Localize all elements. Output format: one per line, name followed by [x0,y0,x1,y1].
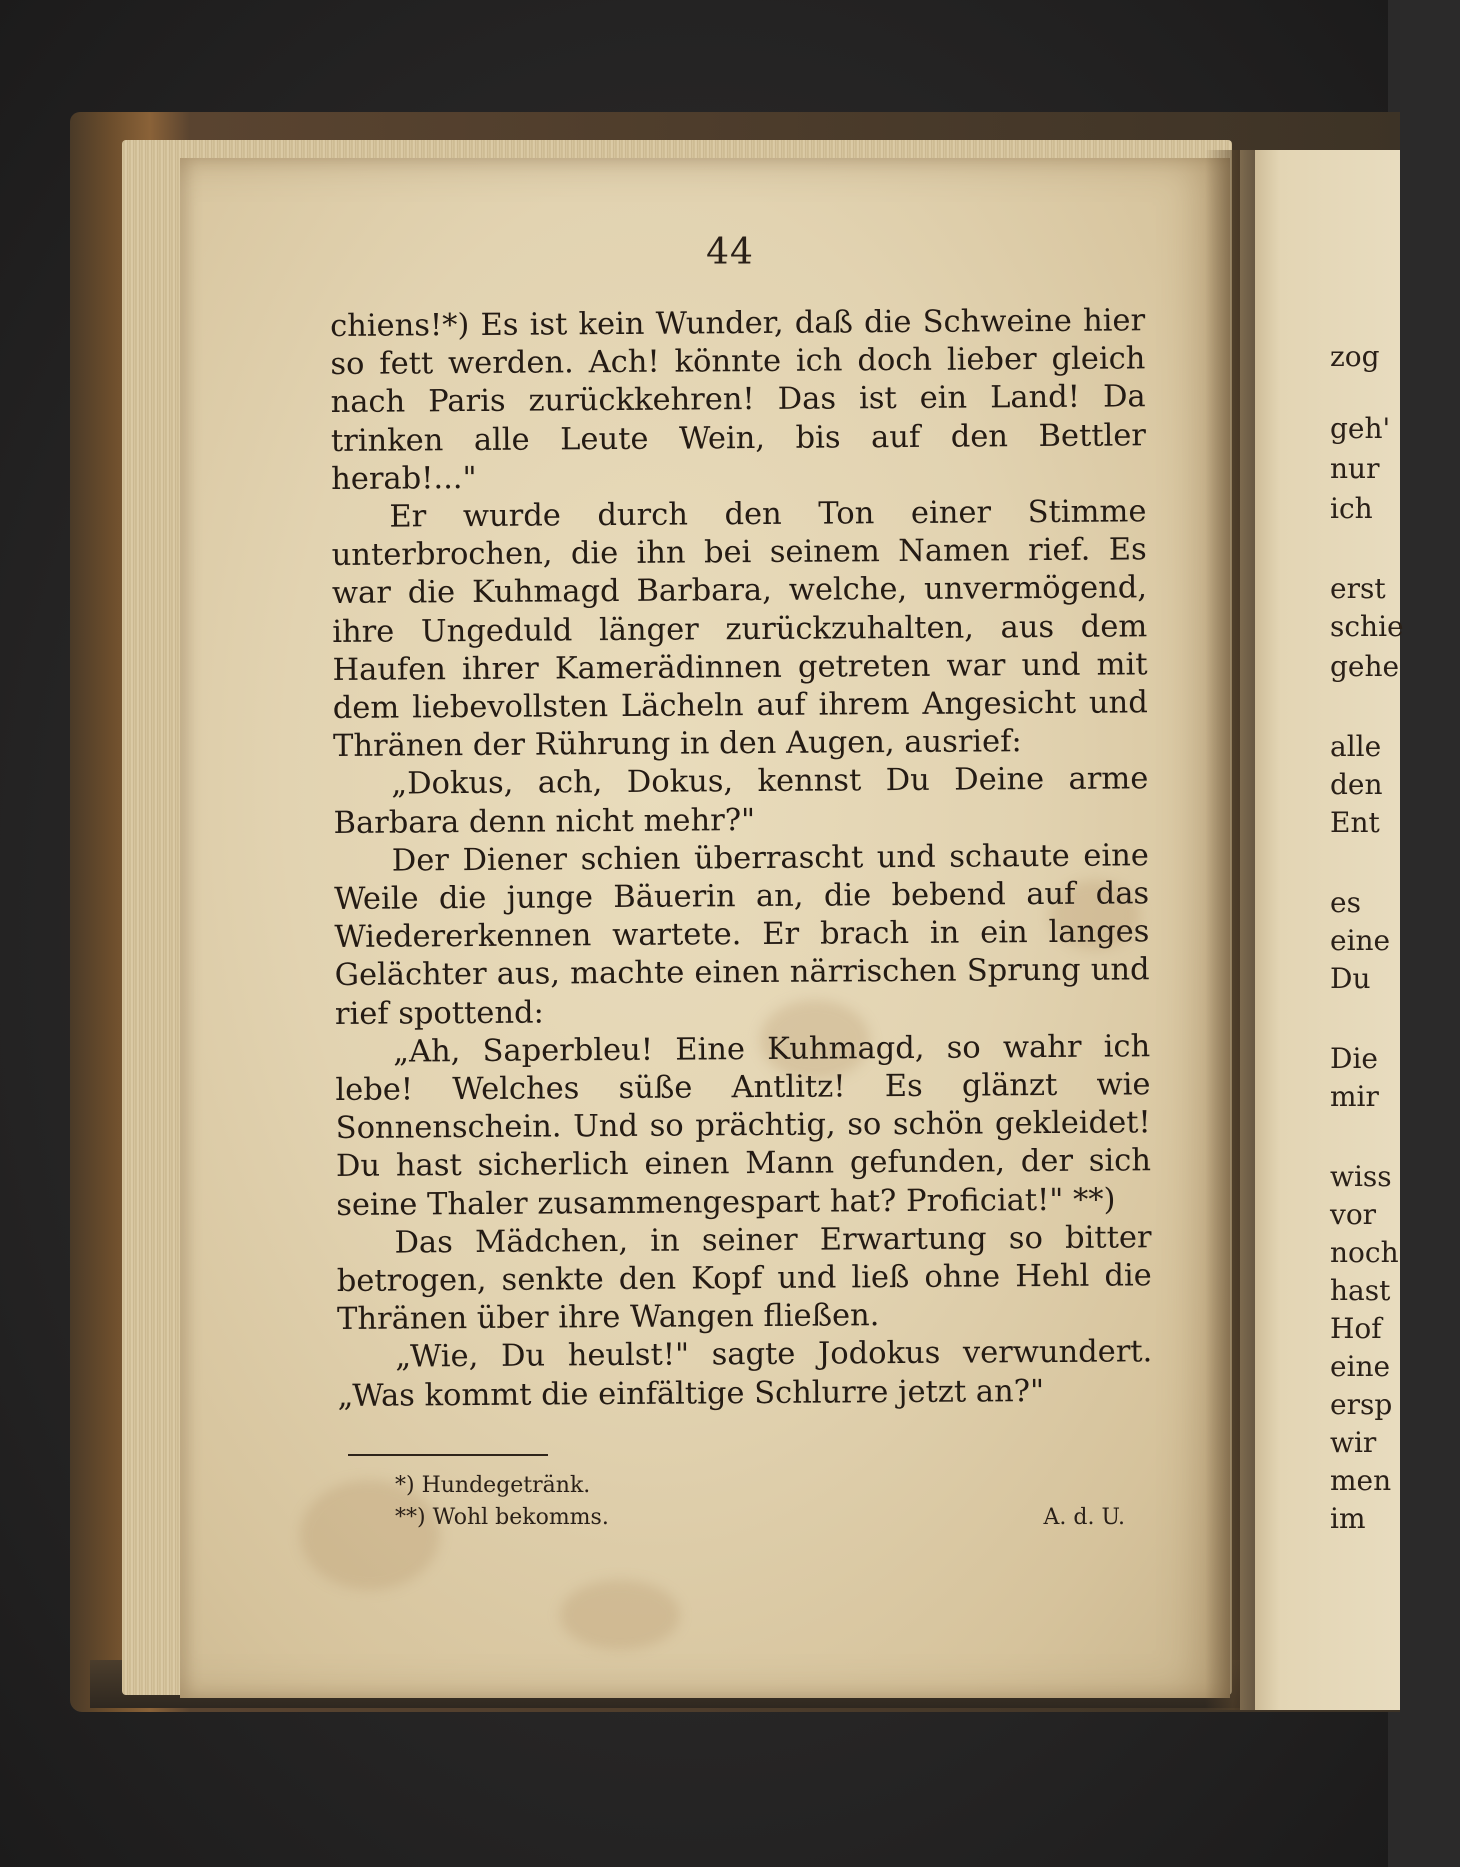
facing-fragment: Du [1330,962,1371,995]
facing-page-text [1330,340,1404,1540]
facing-fragment: Die [1330,1042,1378,1075]
footnote-rule [348,1454,548,1456]
facing-fragment: Ent [1330,806,1380,839]
facing-fragment: eine [1330,1350,1391,1383]
facing-fragment: mir [1330,1080,1379,1113]
paragraph: „Dokus, ach, Dokus, kennst Du Deine arme Barbara denn nicht mehr?" [333,761,1149,841]
facing-fragment: wir [1330,1426,1377,1459]
paragraph: chiens!*) Es ist kein Wunder, daß die Schweine hier so fett werden. Ach! könnte ich doch lieber gleich nach Paris zurückkehren! Das ist ein Land! Da trinken alle Leute Wein, bis auf den Bettler herab!..." [330,303,1147,497]
facing-fragment: noch [1330,1236,1399,1269]
footnote [395,1502,1125,1534]
facing-fragment: es [1330,886,1361,919]
page-body-text [330,302,1153,1416]
facing-fragment: im [1330,1502,1366,1535]
foxing-stain [560,1580,680,1650]
facing-fragment: gehe [1330,650,1400,683]
facing-fragment: vor [1330,1198,1377,1231]
facing-fragment: geh' [1330,412,1391,445]
paragraph: Das Mädchen, in seiner Erwartung so bitter betrogen, senkte den Kopf und ließ ohne Hehl die Thränen über ihre Wangen fließen. [336,1220,1152,1338]
footnote [395,1470,1125,1502]
facing-fragment: men [1330,1464,1392,1497]
paragraph: „Wie, Du heulst!" sagte Jodokus verwundert. „Was kommt die einfältige Schlurre jetzt an?" [337,1334,1153,1414]
facing-fragment: alle [1330,730,1382,763]
facing-fragment: erst [1330,572,1386,605]
paragraph: „Ah, Saperbleu! Eine Kuhmagd, so wahr ich lebe! Welches süße Antlitz! Es glänzt wie Sonnenschein. Und so prächtig, so schön gekleidet! Du hast sicherlich einen Mann gefunden, der sich seine Thaler zusammengespart hat? Proficiat!" **) [335,1029,1152,1223]
facing-fragment: schie [1330,610,1404,643]
footnote-text: *) Hundegetränk. [395,1473,591,1498]
page-number: 44 [706,232,754,273]
facing-fragment: eine [1330,924,1391,957]
facing-fragment: Hof [1330,1312,1382,1345]
facing-fragment: ich [1330,492,1373,525]
facing-fragment: wiss [1330,1160,1392,1193]
facing-fragment: nur [1330,452,1380,485]
footnotes [395,1470,1125,1534]
footnote-attribution: A. d. U. [1043,1505,1125,1530]
facing-fragment: hast [1330,1274,1391,1307]
paragraph: Er wurde durch den Ton einer Stimme unterbrochen, die ihn bei seinem Namen rief. Es war die Kuhmagd Barbara, welche, unvermögend, ihre Ungeduld länger zurückzuhalten, aus dem Haufen ihrer Kamerädinnen getreten war und mit dem liebevollsten Lächeln auf ihrem Angesicht und Thränen der Rührung in den Augen, ausrief: [331,494,1148,765]
facing-fragment: zog [1330,340,1380,373]
book-gutter [1205,150,1255,1710]
facing-fragment: den [1330,768,1383,801]
footnote-text: **) Wohl bekomms. [395,1505,609,1530]
paragraph: Der Diener schien überrascht und schaute eine Weile die junge Bäuerin an, die bebend auf das Wiedererkennen wartete. Er brach in ein langes Gelächter aus, machte einen närrischen Sprung und rief spottend: [334,838,1150,1032]
facing-fragment: ersp [1330,1388,1393,1421]
